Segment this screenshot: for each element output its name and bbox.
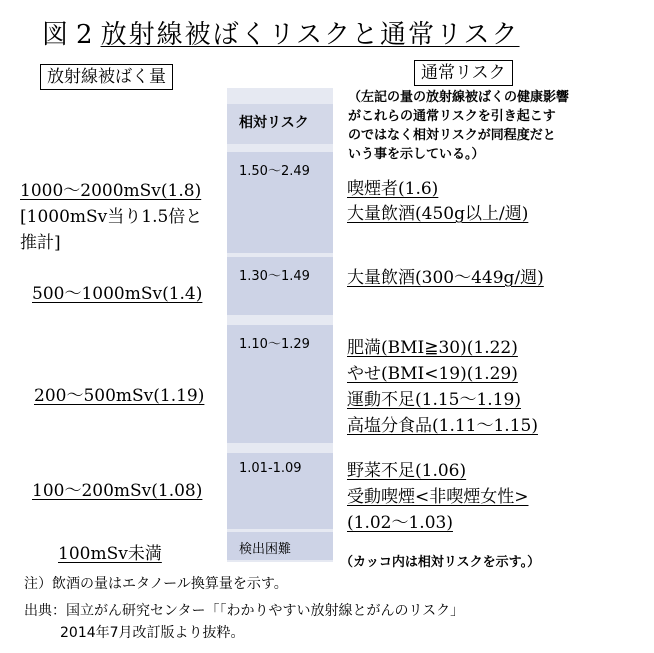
dose-label-3: 200～500mSv(1.19): [34, 386, 205, 406]
figure-number: 2: [76, 20, 95, 50]
source-line-1: 出典：国立がん研究センター「「わかりやすい放射線とがんのリスク」: [24, 603, 465, 619]
figure-prefix: 図: [42, 20, 71, 50]
dose-label-1-note: [1000mSv当り1.5倍と: [20, 207, 203, 227]
note-line: のではなく相対リスクが同程度だと: [348, 128, 556, 143]
risk-passive-smoking: 受動喫煙<非喫煙女性>: [347, 487, 529, 507]
risk-band-3: 1.10～1.29: [227, 325, 333, 443]
note-line: （左記の量の放射線被ばくの健康影響: [348, 90, 570, 105]
risk-lack-of-exercise: 運動不足(1.15～1.19): [347, 390, 521, 410]
relative-risk-header: 相対リスク: [227, 104, 333, 144]
risk-smoker: 喫煙者(1.6): [347, 179, 439, 199]
left-header: 放射線被ばく量: [40, 64, 173, 90]
footnote: 注）飲酒の量はエタノール換算量を示す。: [24, 576, 288, 592]
parenthesis-note: （カッコ内は相対リスクを示す。）: [340, 555, 541, 570]
dose-label-1: 1000～2000mSv(1.8): [20, 181, 202, 201]
risk-heavy-drinking-300: 大量飲酒(300～449g/週): [347, 268, 544, 288]
risk-obesity: 肥満(BMI≧30)(1.22): [347, 338, 518, 358]
dose-label-2: 500～1000mSv(1.4): [32, 284, 203, 304]
risk-underweight: やせ(BMI<19)(1.29): [347, 364, 518, 384]
risk-band-1: 1.50～2.49: [227, 152, 333, 253]
note-line: いう事を示している。）: [348, 147, 485, 162]
risk-heavy-drinking-450: 大量飲酒(450g以上/週): [347, 204, 529, 224]
dose-label-1-note-2: 推計]: [20, 233, 61, 253]
risk-vegetable-deficiency: 野菜不足(1.06): [347, 461, 467, 481]
figure-title-text: 放射線被ばくリスクと通常リスク: [100, 20, 520, 50]
source-line-2: 2014年7月改訂版より抜粋。: [60, 625, 245, 641]
risk-band-2: 1.30～1.49: [227, 257, 333, 315]
risk-passive-smoking-value: (1.02～1.03): [347, 513, 453, 533]
note-line: がこれらの通常リスクを引き起こす: [348, 109, 556, 124]
dose-label-5: 100mSv未満: [58, 544, 162, 564]
right-header: 通常リスク: [414, 60, 513, 86]
dose-label-4: 100～200mSv(1.08): [32, 481, 203, 501]
risk-high-salt: 高塩分食品(1.11～1.15): [347, 416, 538, 436]
risk-band-4: 1.01-1.09: [227, 453, 333, 529]
explanation-note: [348, 88, 569, 164]
risk-band-5: 検出困難: [227, 532, 333, 560]
figure-title: [42, 14, 520, 51]
